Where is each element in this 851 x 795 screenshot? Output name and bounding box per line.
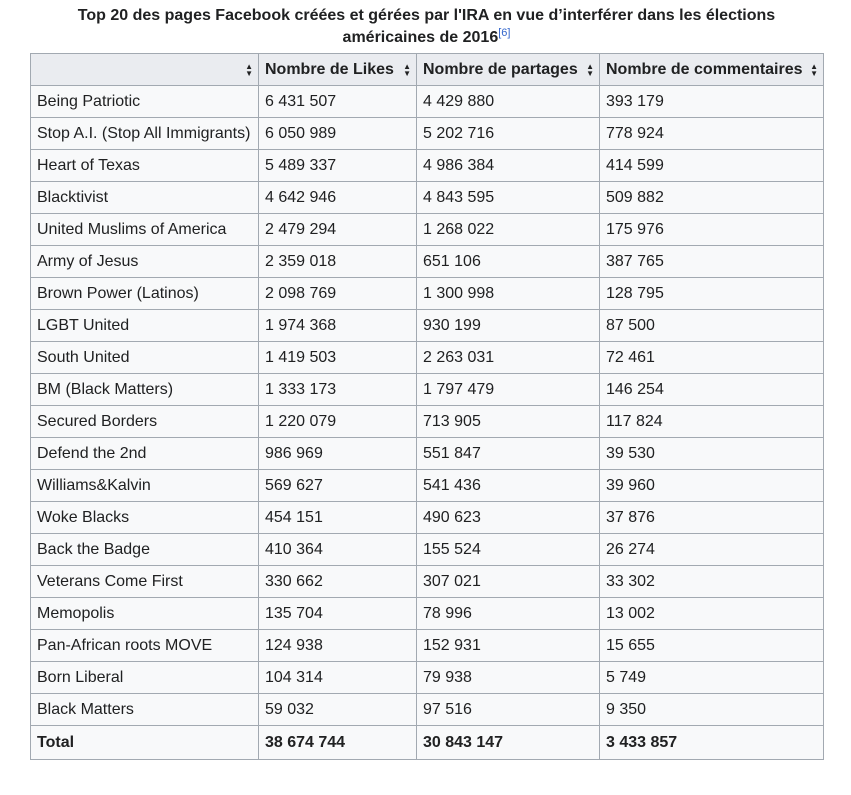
sort-arrows-icon[interactable]	[810, 63, 818, 77]
cell-shares: 1 300 998	[417, 278, 600, 310]
cell-comments: 778 924	[600, 118, 824, 150]
cell-likes: 1 419 503	[259, 342, 417, 374]
cell-comments: 72 461	[600, 342, 824, 374]
table-row	[31, 630, 824, 662]
cell-page-name: Born Liberal	[31, 662, 259, 694]
cell-page-name: Defend the 2nd	[31, 438, 259, 470]
cell-comments: 9 350	[600, 694, 824, 726]
total-row	[31, 726, 824, 760]
table-row	[31, 374, 824, 406]
cell-comments: 509 882	[600, 182, 824, 214]
cell-page-name: Heart of Texas	[31, 150, 259, 182]
cell-shares: 4 986 384	[417, 150, 600, 182]
cell-page-name: Memopolis	[31, 598, 259, 630]
table-row	[31, 534, 824, 566]
header-label: Nombre de Likes	[265, 60, 394, 78]
table-row	[31, 118, 824, 150]
cell-comments: 15 655	[600, 630, 824, 662]
caption-line-2: américaines de 2016	[342, 29, 499, 46]
cell-likes: 1 220 079	[259, 406, 417, 438]
sort-arrows-icon[interactable]	[245, 63, 253, 77]
table-row	[31, 566, 824, 598]
cell-page-name: Williams&Kalvin	[31, 470, 259, 502]
cell-page-name: Back the Badge	[31, 534, 259, 566]
cell-page-name: Blacktivist	[31, 182, 259, 214]
table-row	[31, 86, 824, 118]
cell-shares: 651 106	[417, 246, 600, 278]
cell-page-name: Army of Jesus	[31, 246, 259, 278]
cell-comments: 13 002	[600, 598, 824, 630]
table-row	[31, 214, 824, 246]
cell-likes: 330 662	[259, 566, 417, 598]
cell-page-name: South United	[31, 342, 259, 374]
cell-page-name: Black Matters	[31, 694, 259, 726]
cell-likes: 1 974 368	[259, 310, 417, 342]
cell-shares: 78 996	[417, 598, 600, 630]
sort-down-icon: ▼	[810, 68, 818, 78]
cell-likes: 1 333 173	[259, 374, 417, 406]
cell-shares: 2 263 031	[417, 342, 600, 374]
sort-up-icon: ▲	[810, 61, 818, 71]
cell-page-name: United Muslims of America	[31, 214, 259, 246]
total-comments: 3 433 857	[600, 726, 824, 760]
table-row	[31, 342, 824, 374]
cell-shares: 551 847	[417, 438, 600, 470]
cell-comments: 393 179	[600, 86, 824, 118]
total-likes: 38 674 744	[259, 726, 417, 760]
sort-down-icon: ▼	[586, 68, 594, 78]
cell-likes: 6 050 989	[259, 118, 417, 150]
cell-comments: 33 302	[600, 566, 824, 598]
cell-likes: 2 359 018	[259, 246, 417, 278]
cell-likes: 5 489 337	[259, 150, 417, 182]
data-table	[30, 53, 824, 760]
cell-page-name: Brown Power (Latinos)	[31, 278, 259, 310]
cell-page-name: Secured Borders	[31, 406, 259, 438]
cell-likes: 6 431 507	[259, 86, 417, 118]
cell-likes: 59 032	[259, 694, 417, 726]
cell-likes: 2 479 294	[259, 214, 417, 246]
table-row	[31, 598, 824, 630]
table-body	[31, 86, 824, 760]
cell-page-name: LGBT United	[31, 310, 259, 342]
header-label: Nombre de partages	[423, 60, 578, 78]
cell-shares: 4 843 595	[417, 182, 600, 214]
table-row	[31, 438, 824, 470]
caption-line-2-wrapper	[30, 27, 823, 49]
sort-down-icon: ▼	[245, 68, 253, 78]
sort-arrows-icon[interactable]	[403, 63, 411, 77]
cell-likes: 4 642 946	[259, 182, 417, 214]
cell-likes: 124 938	[259, 630, 417, 662]
cell-shares: 541 436	[417, 470, 600, 502]
table-row	[31, 310, 824, 342]
table-row	[31, 150, 824, 182]
sort-up-icon: ▲	[245, 61, 253, 71]
cell-shares: 155 524	[417, 534, 600, 566]
cell-comments: 128 795	[600, 278, 824, 310]
cell-comments: 87 500	[600, 310, 824, 342]
reference-link[interactable]: [6]	[498, 27, 511, 39]
cell-comments: 117 824	[600, 406, 824, 438]
cell-shares: 490 623	[417, 502, 600, 534]
cell-shares: 79 938	[417, 662, 600, 694]
cell-page-name: BM (Black Matters)	[31, 374, 259, 406]
table-row	[31, 278, 824, 310]
cell-comments: 175 976	[600, 214, 824, 246]
cell-page-name: Being Patriotic	[31, 86, 259, 118]
cell-likes: 569 627	[259, 470, 417, 502]
cell-page-name: Veterans Come First	[31, 566, 259, 598]
cell-page-name: Pan-African roots MOVE	[31, 630, 259, 662]
sort-up-icon: ▲	[586, 61, 594, 71]
cell-likes: 454 151	[259, 502, 417, 534]
header-label: Nombre de commentaires	[606, 60, 803, 78]
cell-shares: 5 202 716	[417, 118, 600, 150]
cell-comments: 37 876	[600, 502, 824, 534]
table-row	[31, 470, 824, 502]
cell-shares: 713 905	[417, 406, 600, 438]
cell-comments: 414 599	[600, 150, 824, 182]
cell-likes: 410 364	[259, 534, 417, 566]
cell-shares: 1 797 479	[417, 374, 600, 406]
cell-likes: 986 969	[259, 438, 417, 470]
header-row	[31, 54, 824, 86]
sort-down-icon: ▼	[403, 68, 411, 78]
cell-shares: 4 429 880	[417, 86, 600, 118]
total-shares: 30 843 147	[417, 726, 600, 760]
cell-comments: 387 765	[600, 246, 824, 278]
cell-comments: 26 274	[600, 534, 824, 566]
cell-comments: 5 749	[600, 662, 824, 694]
total-label: Total	[31, 726, 259, 760]
header-shares[interactable]	[417, 54, 600, 86]
cell-shares: 1 268 022	[417, 214, 600, 246]
table-row	[31, 694, 824, 726]
cell-shares: 930 199	[417, 310, 600, 342]
cell-shares: 97 516	[417, 694, 600, 726]
sort-arrows-icon[interactable]	[586, 63, 594, 77]
cell-comments: 39 530	[600, 438, 824, 470]
caption-line-1: Top 20 des pages Facebook créées et gérées par l'IRA en vue d’interférer dans les élections	[77, 7, 776, 24]
table-caption	[30, 5, 823, 49]
cell-likes: 2 098 769	[259, 278, 417, 310]
cell-shares: 152 931	[417, 630, 600, 662]
table-row	[31, 406, 824, 438]
cell-likes: 104 314	[259, 662, 417, 694]
cell-page-name: Stop A.I. (Stop All Immigrants)	[31, 118, 259, 150]
cell-page-name: Woke Blacks	[31, 502, 259, 534]
cell-comments: 39 960	[600, 470, 824, 502]
table-row	[31, 662, 824, 694]
cell-comments: 146 254	[600, 374, 824, 406]
header-likes[interactable]	[259, 54, 417, 86]
header-page[interactable]	[31, 54, 259, 86]
table-row	[31, 502, 824, 534]
cell-likes: 135 704	[259, 598, 417, 630]
cell-shares: 307 021	[417, 566, 600, 598]
header-comments[interactable]	[600, 54, 824, 86]
sort-up-icon: ▲	[403, 61, 411, 71]
table-row	[31, 246, 824, 278]
table-row	[31, 182, 824, 214]
